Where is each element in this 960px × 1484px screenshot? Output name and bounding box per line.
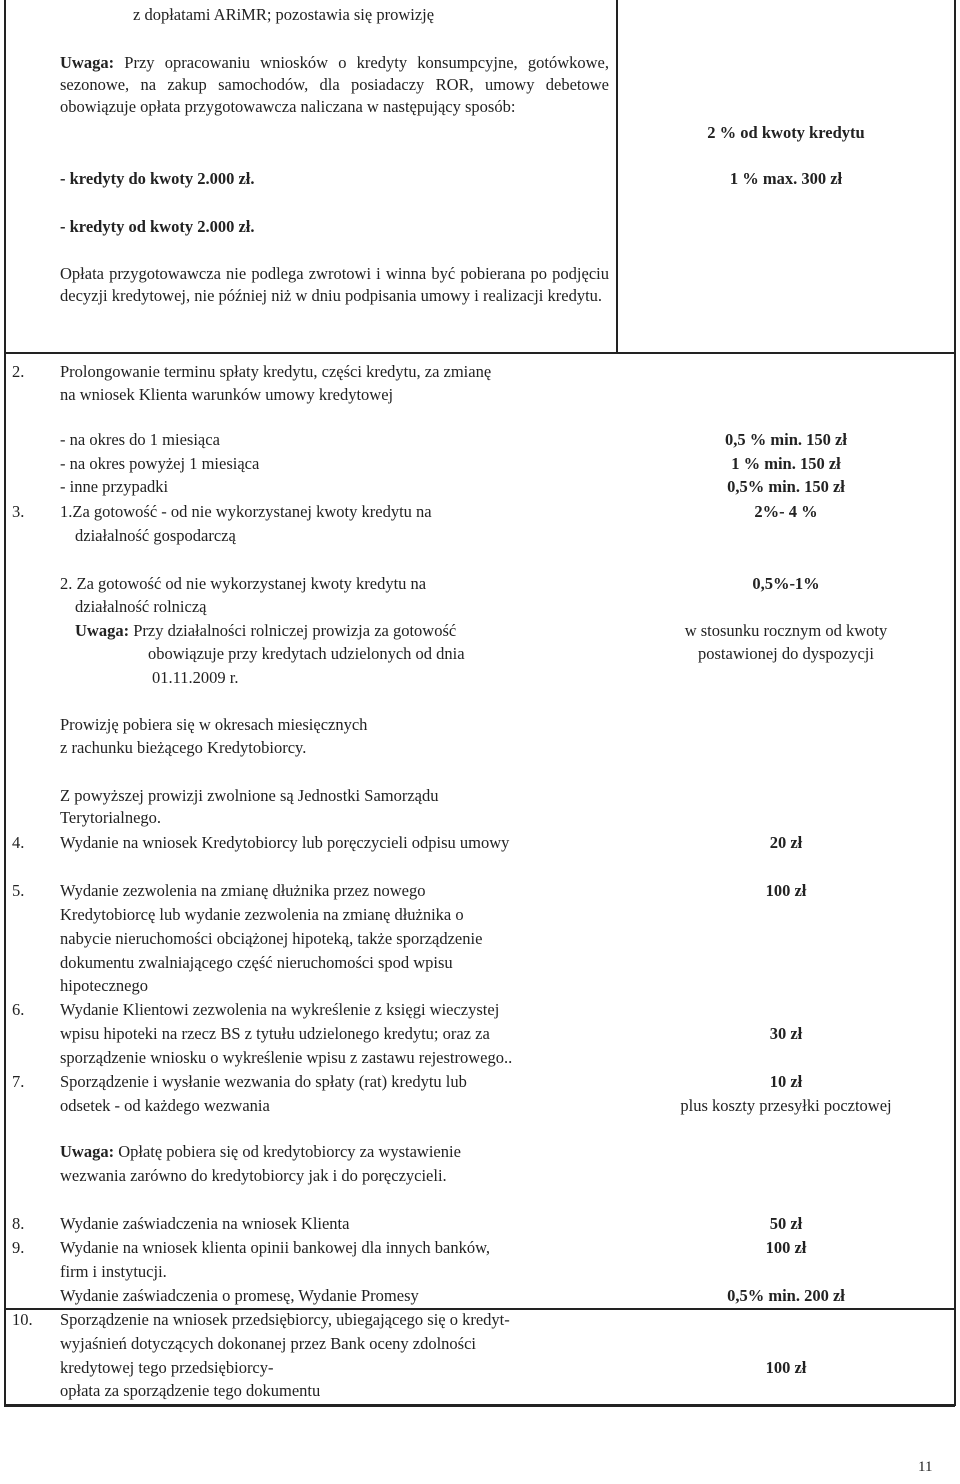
section5-number: 5.: [12, 881, 25, 900]
section3-collection-line1: Prowizję pobiera się w okresach miesięcznych: [60, 715, 368, 734]
section4-fee: 20 zł: [769, 833, 803, 852]
section3-note-line2: obowiązuje przy kredytach udzielonych od dnia: [148, 644, 465, 663]
section3-a-line1: 1.Za gotowość - od nie wykorzystanej kwoty kredytu na: [60, 502, 432, 521]
section8-fee: 50 zł: [769, 1214, 803, 1233]
section3-note-line3: 01.11.2009 r.: [152, 668, 239, 687]
section6-line2: wpisu hipoteki na rzecz BS z tytułu udzielonego kredytu; oraz za: [60, 1024, 490, 1043]
section1-note: [60, 52, 609, 118]
section3-note-label: Uwaga:: [75, 621, 130, 640]
section2-title-line2: na wniosek Klienta warunków umowy kredytowej: [60, 385, 394, 404]
section2-item3: - inne przypadki: [60, 477, 169, 496]
table-right-border: [954, 0, 956, 1406]
section9-fee2: 0,5% min. 200 zł: [727, 1286, 845, 1305]
section7-note-text: Opłatę pobiera się od kredytobiorcy za wystawienie: [114, 1142, 461, 1161]
page-number: 11: [918, 1459, 933, 1475]
section7-fee: 10 zł: [769, 1072, 803, 1091]
section10-number: 10.: [12, 1310, 33, 1329]
section1-line1: z dopłatami ARiMR; pozostawia się prowizję: [133, 5, 435, 24]
section6-line3: sporządzenie wniosku o wykreślenie wpisu z zastawu rejestrowego..: [60, 1048, 513, 1067]
section3-exempt-line1: Z powyższej prowizji zwolnione są Jednostki Samorządu: [60, 786, 439, 805]
section2-fee3: 0,5% min. 150 zł: [727, 477, 845, 496]
section2-fee2: 1 % min. 150 zł: [731, 454, 841, 473]
section3-a-line2: działalność gospodarczą: [75, 526, 236, 545]
section9-number: 9.: [12, 1238, 25, 1257]
section1-item2: - kredyty od kwoty 2.000 zł.: [60, 217, 255, 236]
section3-b-fee: 0,5%-1%: [752, 574, 820, 593]
section7-line2: odsetek - od każdego wezwania: [60, 1096, 270, 1115]
section1-item1: - kredyty do kwoty 2.000 zł.: [60, 169, 255, 188]
section9-line3: Wydanie zaświadczenia o promesę, Wydanie Promesy: [60, 1286, 419, 1305]
section3-exempt-line2: Terytorialnego.: [60, 808, 162, 827]
note-label: Uwaga:: [60, 53, 115, 72]
section2-number: 2.: [12, 362, 25, 381]
section2-title-line1: Prolongowanie terminu spłaty kredytu, części kredytu, za zmianę: [60, 362, 492, 381]
section1-fee2: 1 % max. 300 zł: [729, 169, 843, 188]
section8-number: 8.: [12, 1214, 25, 1233]
section7-fee-note: plus koszty przesyłki pocztowej: [680, 1096, 892, 1115]
section10-line4: opłata za sporządzenie tego dokumentu: [60, 1381, 321, 1400]
section2-item1: - na okres do 1 miesiąca: [60, 430, 220, 449]
section10-fee: 100 zł: [765, 1358, 807, 1377]
table-bottom-border: [4, 1404, 955, 1407]
table-left-border: [4, 0, 6, 1406]
section3-number: 3.: [12, 502, 25, 521]
section8-text: Wydanie zaświadczenia na wniosek Klienta: [60, 1214, 350, 1233]
section5-line4: dokumentu zwalniającego część nieruchomości spod wpisu: [60, 953, 453, 972]
section6-line1: Wydanie Klientowi zezwolenia na wykreślenie z księgi wieczystej: [60, 1000, 500, 1019]
section5-line5: hipotecznego: [60, 976, 148, 995]
section6-fee: 30 zł: [769, 1024, 803, 1043]
section5-line3: nabycie nieruchomości obciążonej hipoteką, także sporządzenie: [60, 929, 483, 948]
section2-fee1: 0,5 % min. 150 zł: [725, 430, 847, 449]
section1-fee1: 2 % od kwoty kredytu: [707, 123, 865, 142]
note-text: Przy opracowaniu wniosków o kredyty konsumpcyjne, gotówkowe, sezonowe, na zakup samochodów, dla posiadaczy ROR, umowy debetowe obowiązuje opłata przygotowawcza naliczana w następujący sposób:: [60, 53, 609, 116]
section5-line1: Wydanie zezwolenia na zmianę dłużnika przez nowego: [60, 881, 426, 900]
section2-item2: - na okres powyżej 1 miesiąca: [60, 454, 260, 473]
row-divider-2: [4, 352, 955, 354]
section7-number: 7.: [12, 1072, 25, 1091]
section3-b-note1: w stosunku rocznym od kwoty: [684, 621, 888, 640]
section3-a-fee: 2%- 4 %: [754, 502, 818, 521]
section3-b-line1: 2. Za gotowość od nie wykorzystanej kwoty kredytu na: [60, 574, 427, 593]
section6-number: 6.: [12, 1000, 25, 1019]
section9-line1: Wydanie na wniosek klienta opinii bankowej dla innych banków,: [60, 1238, 491, 1257]
section5-line2: Kredytobiorcę lub wydanie zezwolenia na zmianę dłużnika o: [60, 905, 464, 924]
section4-number: 4.: [12, 833, 25, 852]
section3-b-line2: działalność rolniczą: [75, 597, 207, 616]
section9-fee1: 100 zł: [765, 1238, 807, 1257]
section9-line2: firm i instytucji.: [60, 1262, 167, 1281]
section10-line1: Sporządzenie na wniosek przedsiębiorcy, ubiegającego się o kredyt-: [60, 1310, 510, 1329]
section10-line2: wyjaśnień dotyczących dokonanej przez Bank oceny zdolności: [60, 1334, 477, 1353]
section7-line1: Sporządzenie i wysłanie wezwania do spłaty (rat) kredytu lub: [60, 1072, 467, 1091]
section4-text: Wydanie na wniosek Kredytobiorcy lub poręczycieli odpisu umowy: [60, 833, 510, 852]
section3-b-note2: postawionej do dyspozycji: [698, 644, 874, 663]
section3-note-text: Przy działalności rolniczej prowizja za gotowość: [129, 621, 457, 640]
section7-note-line1: [60, 1141, 461, 1163]
section3-note-line1: [75, 620, 456, 642]
section10-line3: kredytowej tego przedsiębiorcy-: [60, 1358, 274, 1377]
section7-note-label: Uwaga:: [60, 1142, 115, 1161]
section1-paragraph: Opłata przygotowawcza nie podlega zwrotowi i winna być pobierana po podjęciu decyzji kredytowej, nie później niż w dniu podpisania umowy i realizacji kredytu.: [60, 264, 609, 305]
section5-fee: 100 zł: [765, 881, 807, 900]
section7-note-line2: wezwania zarówno do kredytobiorcy jak i do poręczycieli.: [60, 1166, 447, 1185]
section3-collection-line2: z rachunku bieżącego Kredytobiorcy.: [60, 738, 307, 757]
